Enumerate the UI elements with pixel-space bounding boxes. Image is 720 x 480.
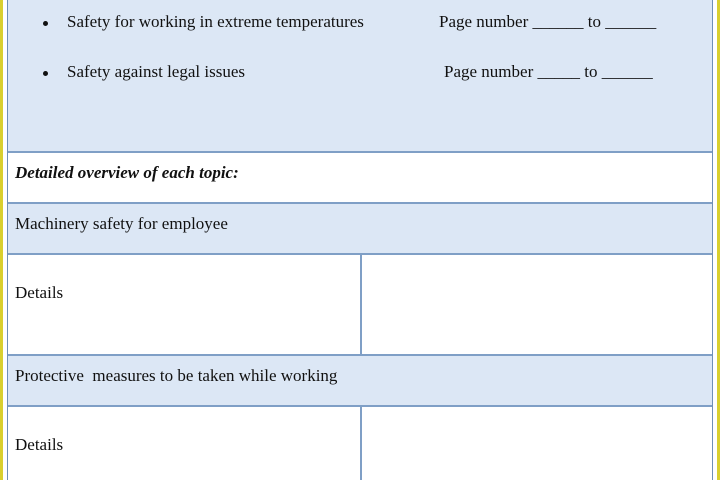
toc-item-label: Safety against legal issues (67, 62, 245, 81)
details-input-cell[interactable] (362, 407, 712, 480)
bullet-icon (43, 21, 48, 26)
toc-item-page-range: Page number _____ to ______ (444, 62, 653, 81)
column-divider (360, 255, 362, 354)
details-label: Details (15, 435, 64, 454)
details-input-cell[interactable] (362, 255, 712, 354)
section-title-row (8, 356, 712, 405)
section-title: Protective measures to be taken while working (15, 366, 338, 385)
details-label: Details (15, 283, 64, 302)
toc-block (8, 0, 712, 152)
form-table (7, 0, 713, 480)
toc-item-label: Safety for working in extreme temperatures (67, 12, 364, 31)
overview-heading-row (8, 153, 712, 202)
column-divider (360, 407, 362, 480)
bullet-icon (43, 71, 48, 76)
overview-heading: Detailed overview of each topic: (15, 163, 239, 182)
toc-item-page-range: Page number ______ to ______ (439, 12, 657, 31)
section-title-row (8, 204, 712, 253)
section-title: Machinery safety for employee (15, 214, 228, 233)
